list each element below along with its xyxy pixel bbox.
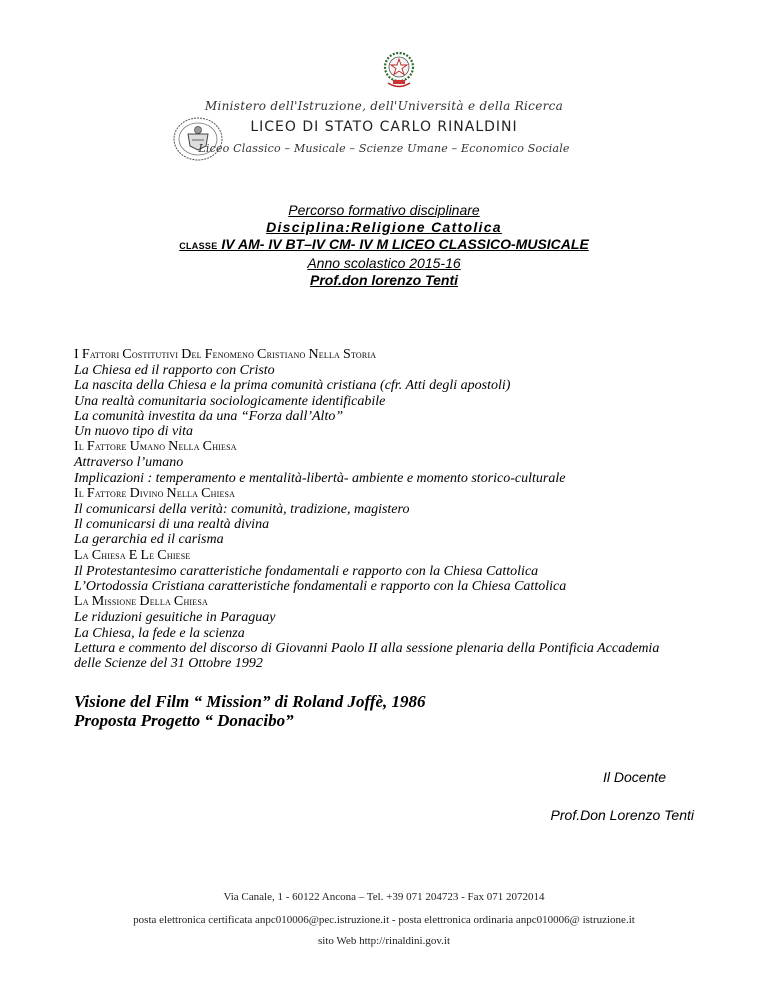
list-item: La gerarchia ed il carisma xyxy=(74,532,224,548)
film-vision: Visione del Film “ Mission” di Roland Joffè, 1986 xyxy=(74,692,426,711)
list-item: Implicazioni : temperamento e mentalità-libertà- ambiente e momento storico-culturale xyxy=(74,470,566,486)
list-item: La comunità investita da una “Forza dall’Alto” xyxy=(74,408,344,424)
list-item: Lettura e commento del discorso di Giovanni Paolo II alla sessione plenaria della Pontificia Accademia xyxy=(74,640,660,656)
list-item: Il comunicarsi della verità: comunità, tradizione, magistero xyxy=(74,502,410,518)
list-item: La Chiesa ed il rapporto con Cristo xyxy=(74,363,275,379)
list-item: L’Ortodossia Cristiana caratteristiche fondamentali e rapporto con la Chiesa Cattolica xyxy=(74,579,567,595)
section-heading: La Missione Della Chiesa xyxy=(74,594,209,610)
title-block xyxy=(0,202,768,289)
italian-republic-emblem-icon xyxy=(382,50,416,90)
list-item: Attraverso l’umano xyxy=(74,455,184,471)
list-item: La nascita della Chiesa e la prima comunità cristiana (cfr. Atti degli apostoli) xyxy=(74,378,511,394)
signature-role: Il Docente xyxy=(602,769,666,785)
school-subtitle: Liceo Classico – Musicale – Scienze Umane – Economico Sociale xyxy=(198,142,570,155)
list-item: Il comunicarsi di una realtà divina xyxy=(74,517,270,533)
list-item: Le riduzioni gesuitiche in Paraguay xyxy=(74,610,276,626)
list-item: La Chiesa, la fede e la scienza xyxy=(74,625,245,641)
title-discipline: Disciplina:Religione Cattolica xyxy=(266,219,502,235)
list-item: delle Scienze del 31 Ottobre 1992 xyxy=(74,656,263,672)
title-school-year: Anno scolastico 2015-16 xyxy=(307,255,461,271)
ministry-header: Ministero dell'Istruzione, dell'Università e della Ricerca xyxy=(204,99,564,113)
classes-list: IV AM- IV BT–IV CM- IV M LICEO CLASSICO-MUSICALE xyxy=(217,236,589,252)
school-name: LICEO DI STATO CARLO RINALDINI xyxy=(250,119,518,135)
footer-address: Via Canale, 1 - 60122 Ancona – Tel. +39 071 204723 - Fax 071 2072014 xyxy=(223,891,545,903)
title-professor: Prof.don lorenzo Tenti xyxy=(309,272,459,288)
section-heading: Il Fattore Divino Nella Chiesa xyxy=(74,485,236,501)
section-heading: Il Fattore Umano Nella Chiesa xyxy=(74,439,237,455)
list-item: Un nuovo tipo di vita xyxy=(74,424,193,440)
classe-prefix: CLASSE xyxy=(179,241,218,251)
film-block xyxy=(74,692,426,730)
list-item: Il Protestantesimo caratteristiche fondamentali e rapporto con la Chiesa Cattolica xyxy=(74,563,539,579)
signature-name: Prof.Don Lorenzo Tenti xyxy=(550,807,694,823)
section-heading: I Fattori Costitutivi Del Fenomeno Cristiano Nella Storia xyxy=(74,347,377,362)
program-content xyxy=(74,347,714,671)
footer-emails: posta elettronica certificata anpc010006@pec.istruzione.it - posta elettronica ordinaria anpc010006@ istruzione.it xyxy=(133,914,635,926)
footer-website: sito Web http://rinaldini.gov.it xyxy=(317,935,451,947)
project-proposal: Proposta Progetto “ Donacibo” xyxy=(74,711,294,730)
section-heading: La Chiesa E Le Chiese xyxy=(74,547,191,563)
list-item: Una realtà comunitaria sociologicamente identificabile xyxy=(74,393,386,409)
title-course: Percorso formativo disciplinare xyxy=(288,202,480,218)
title-classes xyxy=(0,236,768,255)
